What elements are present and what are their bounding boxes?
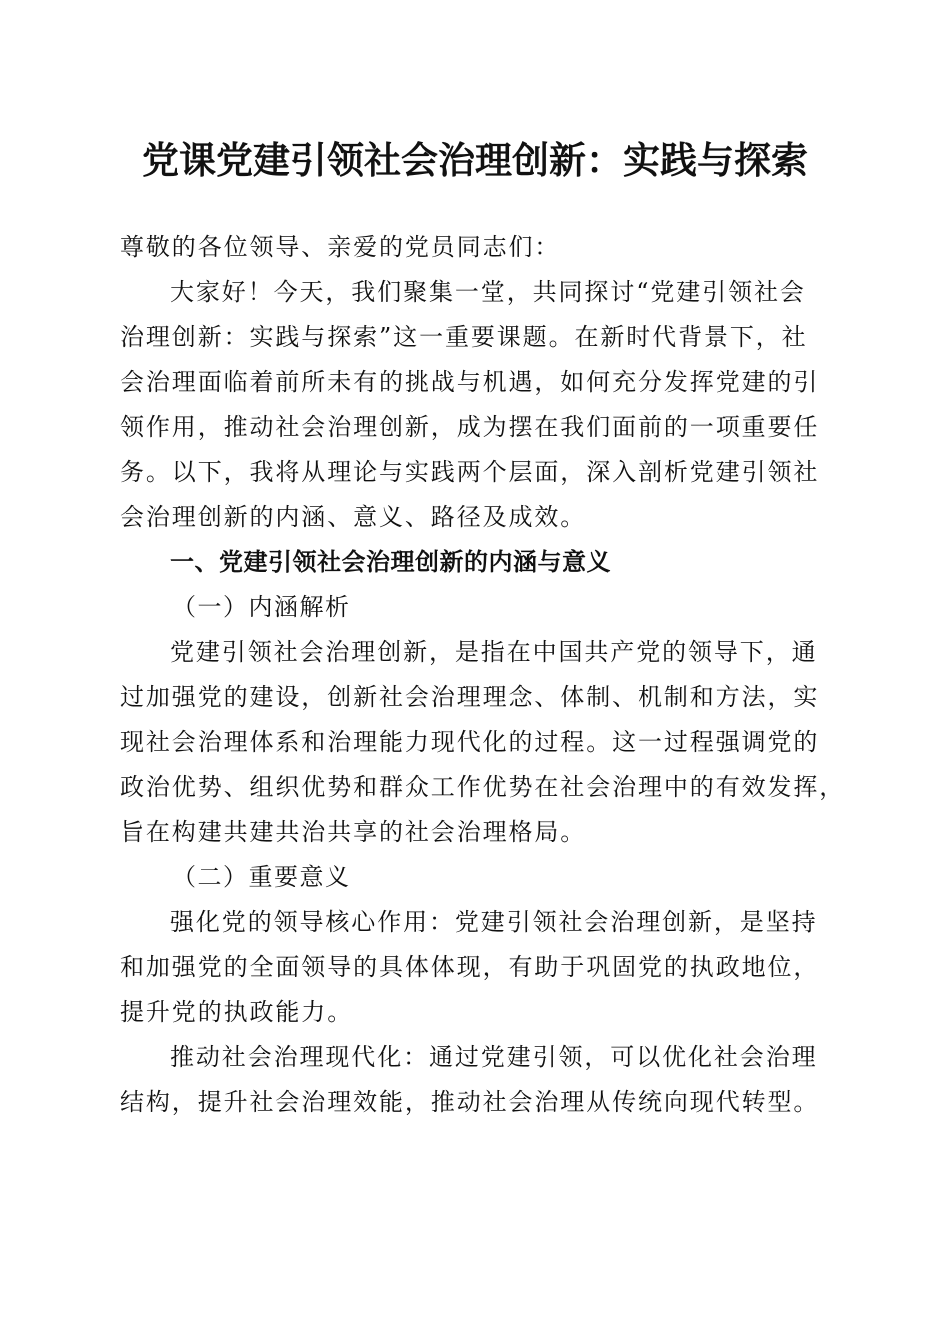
paragraph-line: 会治理面临着前所未有的挑战与机遇，如何充分发挥党建的引 — [120, 368, 820, 396]
significance-point-1 — [120, 900, 832, 1035]
paragraph-line: 推动社会治理现代化：通过党建引领，可以优化社会治理 — [170, 1043, 818, 1071]
paragraph-line: 治理创新：实践与探索”这一重要课题。在新时代背景下，社 — [120, 323, 808, 351]
significance-point-2 — [120, 1035, 832, 1125]
intro-paragraph — [120, 270, 832, 540]
paragraph-line: 政治优势、组织优势和群众工作优势在社会治理中的有效发挥， — [120, 773, 846, 801]
definition-paragraph — [120, 630, 846, 855]
paragraph-line: 务。以下，我将从理论与实践两个层面，深入剖析党建引领社 — [120, 458, 820, 486]
paragraph-line: 和加强党的全面领导的具体体现，有助于巩固党的执政地位， — [120, 953, 820, 981]
paragraph-line: 会治理创新的内涵、意义、路径及成效。 — [120, 503, 587, 531]
subsection-heading: （一）内涵解析 — [172, 593, 351, 621]
paragraph-line: 强化党的领导核心作用：党建引领社会治理创新，是坚持 — [170, 908, 818, 936]
section-heading: 一、党建引领社会治理创新的内涵与意义 — [170, 548, 611, 576]
paragraph-line: 旨在构建共建共治共享的社会治理格局。 — [120, 818, 587, 846]
document-title: 党课党建引领社会治理创新：实践与探索 — [142, 138, 808, 182]
paragraph-line: 过加强党的建设，创新社会治理理念、体制、机制和方法，实 — [120, 683, 820, 711]
document-body — [120, 225, 846, 1125]
paragraph-line: 现社会治理体系和治理能力现代化的过程。这一过程强调党的 — [120, 728, 820, 756]
paragraph-line: 大家好！今天，我们聚集一堂，共同探讨“党建引领社会 — [170, 278, 806, 306]
paragraph-line: 结构，提升社会治理效能，推动社会治理从传统向现代转型。 — [120, 1088, 820, 1116]
subsection-heading: （二）重要意义 — [172, 863, 351, 891]
paragraph-line: 领作用，推动社会治理创新，成为摆在我们面前的一项重要任 — [120, 413, 820, 441]
paragraph-line: 党建引领社会治理创新，是指在中国共产党的领导下，通 — [170, 638, 818, 666]
salutation: 尊敬的各位领导、亲爱的党员同志们： — [120, 233, 561, 261]
paragraph-line: 提升党的执政能力。 — [120, 998, 354, 1026]
